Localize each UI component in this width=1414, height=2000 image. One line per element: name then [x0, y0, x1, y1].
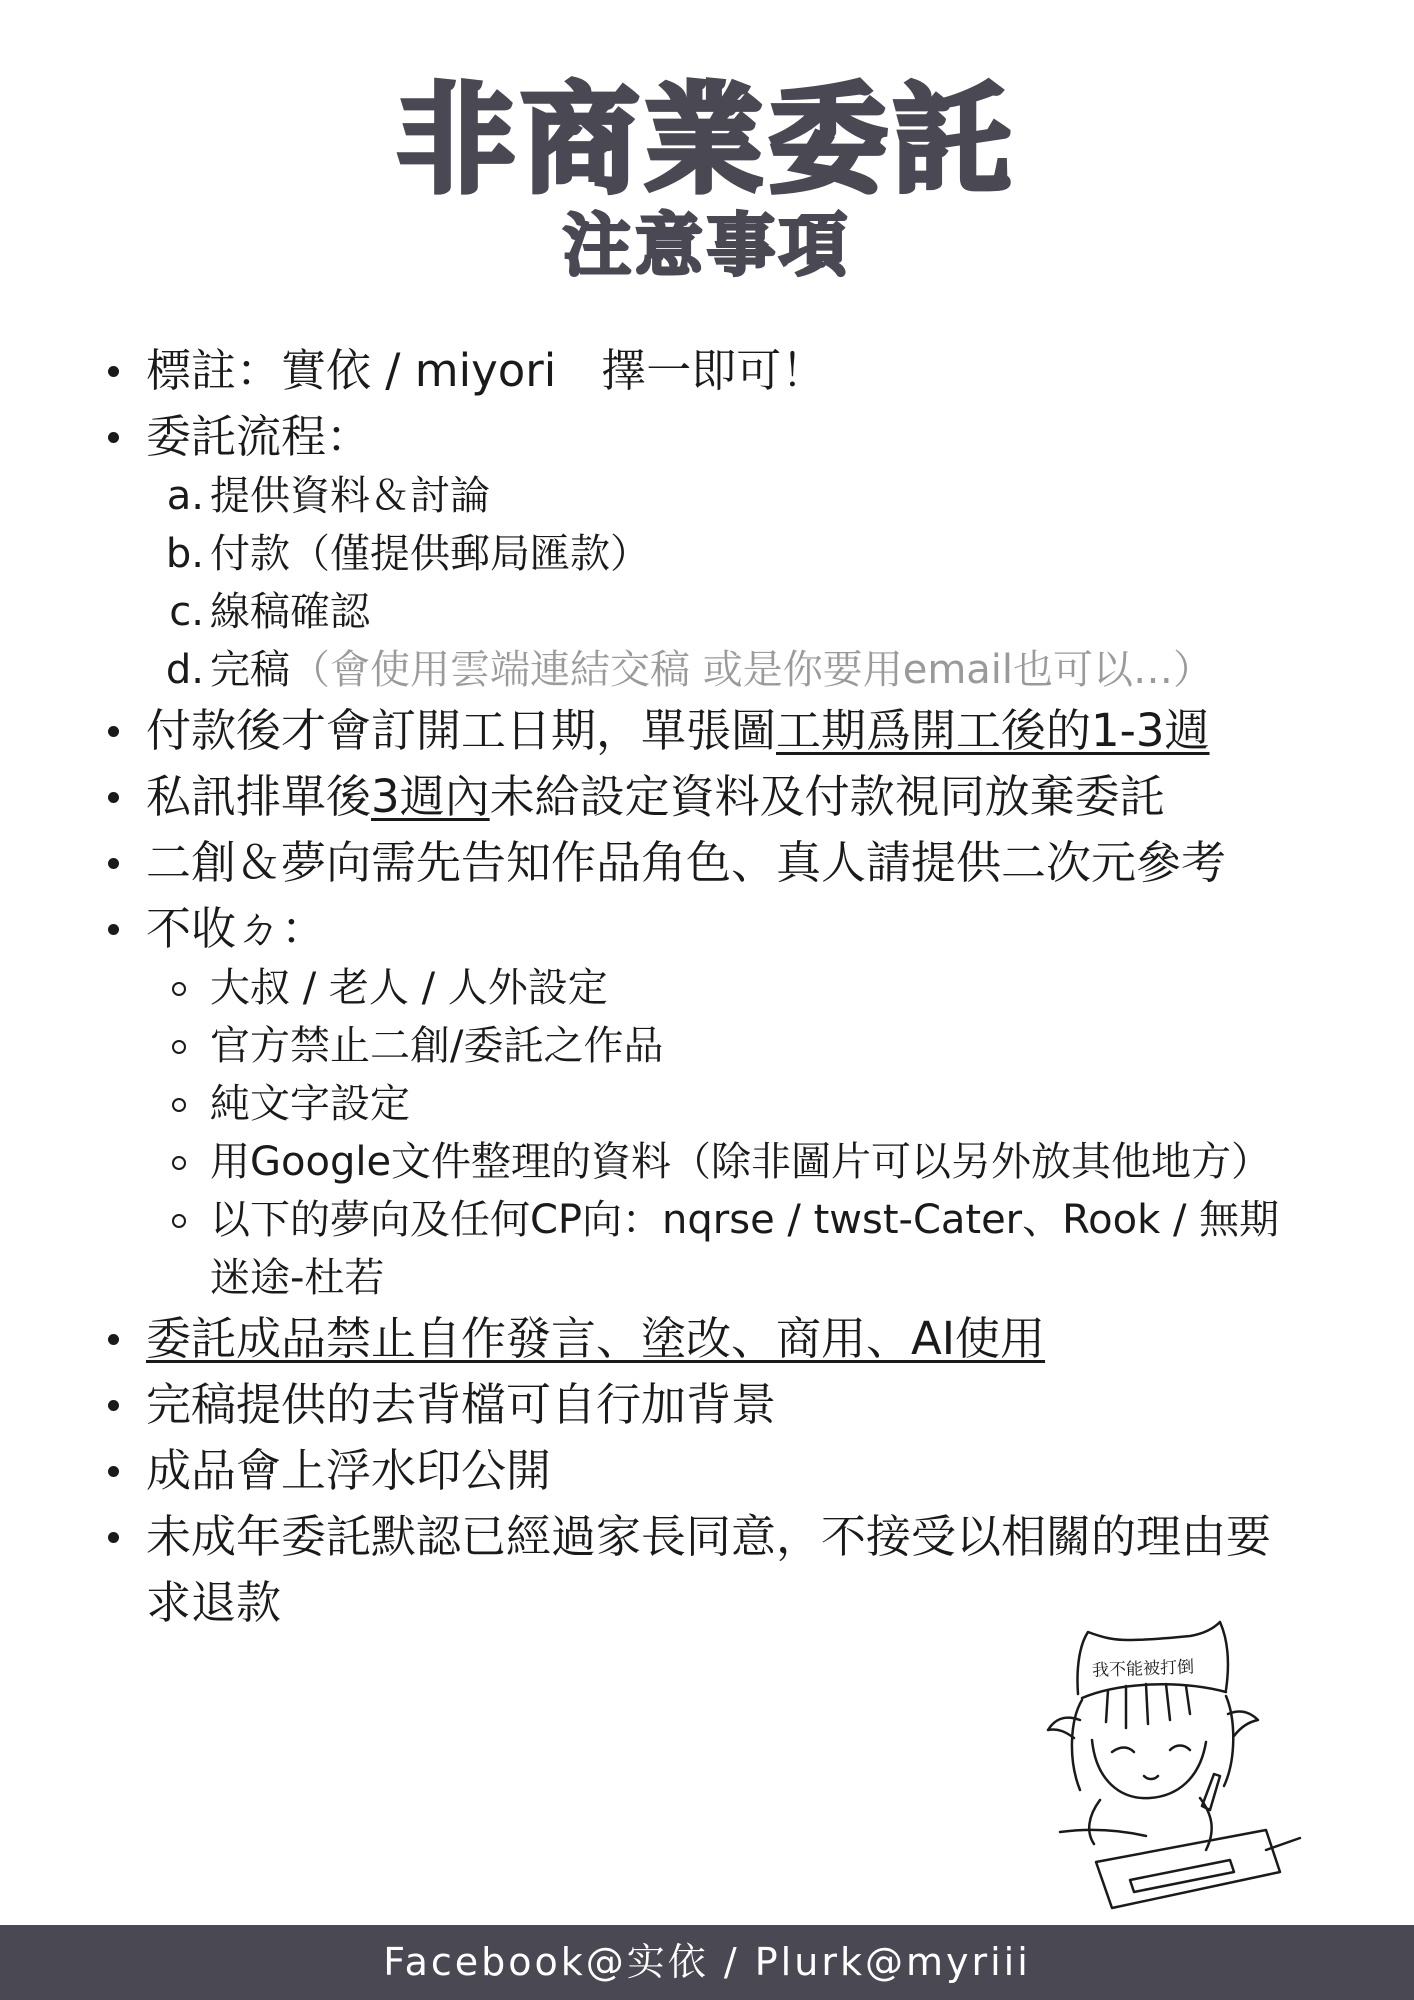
schedule-text: 付款後才會訂開工日期，單張圖: [146, 704, 777, 757]
item-deadline: [146, 768, 1165, 826]
item-schedule: [146, 702, 1210, 760]
bullet-icon: [108, 366, 119, 377]
circle-bullet-icon: [172, 1098, 186, 1112]
sub-item-text: 迷途-杜若: [210, 1255, 385, 1301]
item-watermark: 成品會上浮水印公開: [146, 1444, 552, 1497]
bullet-icon: [108, 726, 119, 737]
circle-bullet-icon: [172, 982, 186, 996]
sub-item-text: 官方禁止二創/委託之作品: [210, 1023, 664, 1069]
circle-bullet-icon: [172, 1214, 186, 1228]
step-text-main: 完稿: [210, 647, 290, 693]
circle-bullet-icon: [172, 1156, 186, 1170]
step-marker: d.: [165, 647, 204, 693]
doodle-caption: 我不能被打倒: [1091, 1657, 1195, 1682]
item-background: 完稿提供的去背檔可自行加背景: [146, 1378, 777, 1431]
deadline-text-post: 未給設定資料及付款視同放棄委託: [489, 770, 1165, 823]
sub-item-text: 純文字設定: [210, 1081, 410, 1127]
artist-doodle-illustration: [1030, 1610, 1330, 1910]
bullet-icon: [108, 432, 119, 443]
item-not-accepted-label: 不收ㄉ：: [146, 902, 327, 955]
bullet-icon: [108, 1334, 119, 1345]
bullet-icon: [108, 792, 119, 803]
item-fanwork: 二創＆夢向需先告知作品角色、真人請提供二次元參考: [146, 836, 1227, 889]
step-text: 提供資料＆討論: [210, 473, 490, 519]
bullet-icon: [108, 924, 119, 935]
step-note: （會使用雲端連結交稿 或是你要用email也可以…）: [290, 647, 1214, 693]
page-subtitle: 注意事項: [562, 207, 851, 286]
item-minor-line1: 未成年委託默認已經過家長同意，不接受以相關的理由要: [146, 1510, 1272, 1563]
deadline-text-pre: 私訊排單後: [146, 770, 372, 823]
sub-item-text: 用Google文件整理的資料（除非圖片可以另外放其他地方）: [210, 1139, 1272, 1185]
item-prohibited: 委託成品禁止自作發言、塗改、商用、AI使用: [146, 1312, 1046, 1365]
bullet-icon: [108, 858, 119, 869]
bullet-icon: [108, 1532, 119, 1543]
schedule-underlined: 工期爲開工後的1-3週: [776, 704, 1210, 757]
step-text: [210, 644, 1213, 696]
step-marker: c.: [169, 589, 204, 635]
step-marker: a.: [166, 473, 204, 519]
step-text: 線稿確認: [210, 589, 370, 635]
sub-item-text: 大叔 / 老人 / 人外設定: [210, 965, 608, 1011]
bullet-icon: [108, 1466, 119, 1477]
step-text: 付款（僅提供郵局匯款）: [210, 531, 650, 577]
footer-contact: Facebook@实依 / Plurk@myriii: [0, 1925, 1414, 2000]
item-flow-label: 委託流程：: [146, 410, 372, 463]
circle-bullet-icon: [172, 1040, 186, 1054]
sub-item-text: 以下的夢向及任何CP向：nqrse / twst-Cater、Rook / 無期: [210, 1197, 1280, 1243]
bullet-icon: [108, 1400, 119, 1411]
step-marker: b.: [165, 531, 204, 577]
title-block: [0, 71, 1414, 287]
page-title: 非商業委託: [396, 71, 1017, 209]
item-tag: 標註：實依 / miyori 擇一即可！: [146, 344, 827, 397]
item-minor-line2: 求退款: [146, 1576, 282, 1629]
deadline-underlined: 3週內: [371, 770, 490, 823]
